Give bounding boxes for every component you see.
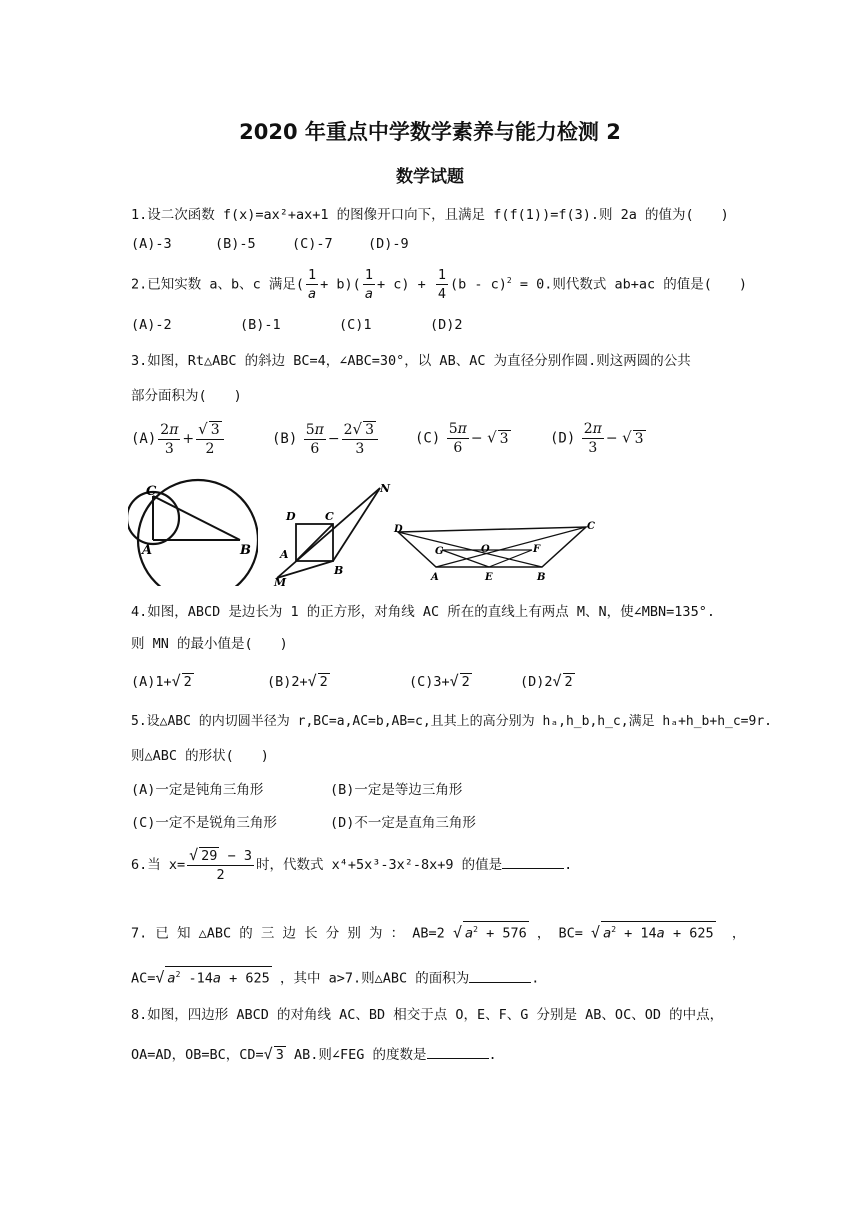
q4-option-d: (D)2√ 2 (520, 672, 573, 690)
q7-line1: 7. 已 知 △ABC 的 三 边 长 分 别 为 ： AB=2 √ $a^2 + 576$ ， BC= √ $a^2 + 14a + 625$ ， (131, 921, 745, 942)
q7-line2: AC=√ $a^2$ -14a + 625 ，其中 a>7.则△ABC 的面积为 . (131, 966, 539, 987)
q2-suffix: .则代数式 ab+ac 的值是( ) (544, 276, 748, 293)
q5-line1: 5.设△ABC 的内切圆半径为 r,BC=a,AC=b,AB=c,且其上的高分别为 hₐ,h_b,h_c,满足 hₐ+h_b+h_c=9r. (131, 714, 772, 729)
page-subtitle: 数学试题 (396, 167, 464, 187)
fig3-label-c: C (587, 521, 595, 532)
q1-option-b: (B)-5 (215, 236, 256, 252)
fig3-label-g: G (435, 546, 444, 557)
fig2-label-m: M (274, 576, 287, 586)
page-title: 2020 年重点中学数学素养与能力检测 2 (239, 120, 621, 144)
q6-stem: 6.当 x= $\frac{√ 29 - 3}{2}$ 时，代数式 x⁴+5x³-3x²-8x+9 的值是 . (131, 846, 573, 883)
q2-frac-1-a: $\frac{1}{a}$ (308, 267, 317, 302)
fig2-label-c: C (325, 510, 334, 523)
q2-frac-1-a-2: $\frac{1}{a}$ (364, 267, 373, 302)
q5-option-c: (C)一定不是锐角三角形 (131, 815, 277, 831)
fig1-label-c: C (146, 484, 157, 499)
q2-stem: 2.已知实数 a、b、c 满足( $\frac{1}{a}$ + b)( $\frac{1}{a}$ + c) + $\frac{1}{4}$ (b - c)$^2$ = 0.则代数式 ab+ac 的值是( ) (131, 267, 748, 302)
q7-answer-blank[interactable] (469, 970, 531, 983)
q4-line2: 则 MN 的最小值是( ) (131, 636, 288, 652)
q8-line1: 8.如图，四边形 ABCD 的对角线 AC、BD 相交于点 O，E、F、G 分别是 AB、OC、OD 的中点， (131, 1007, 724, 1023)
q6-fraction: $\frac{√ 29 - 3}{2}$ (189, 846, 252, 883)
fig3-label-d: D (394, 524, 403, 535)
figure-circles (128, 478, 258, 586)
q2-option-d: (D)2 (430, 317, 463, 333)
fig2-label-a: A (280, 548, 289, 561)
q5-option-a: (A)一定是钝角三角形 (131, 782, 264, 798)
q6-answer-blank[interactable] (502, 856, 564, 869)
q2-prefix: 2.已知实数 a、b、c 满足( (131, 276, 305, 293)
q2-option-c: (C)1 (339, 317, 372, 333)
q4-option-c: (C)3+√ 2 (409, 672, 470, 690)
q1-option-c: (C)-7 (292, 236, 333, 252)
q4-option-b: (B)2+√ 2 (267, 672, 328, 690)
q5-line2: 则△ABC 的形状( ) (131, 748, 269, 764)
fig2-label-d: D (286, 510, 296, 523)
q8-answer-blank[interactable] (427, 1046, 489, 1059)
q2-option-b: (B)-1 (240, 317, 281, 333)
fig3-label-e: E (485, 572, 493, 583)
q8-line2: OA=AD，OB=BC，CD=√ 3 AB.则∠FEG 的度数是 . (131, 1045, 497, 1063)
q3-option-a: (A) $\frac{2\pi}{3}$ + $\frac{√ 3}{2}$ (131, 420, 226, 458)
q2-option-a: (A)-2 (131, 317, 172, 333)
figure-quadrilateral (390, 512, 605, 584)
fig2-label-n: N (380, 482, 391, 495)
q1-option-a: (A)-3 (131, 236, 172, 252)
fig2-label-b: B (334, 564, 344, 577)
q3-option-d: (D) $\frac{2\pi}{3}$ − √ 3 (550, 421, 644, 456)
fig3-label-a: A (431, 572, 439, 583)
q3-line1: 3.如图，Rt△ABC 的斜边 BC=4，∠ABC=30°，以 AB、AC 为直径分别作圆.则这两圆的公共 (131, 353, 691, 369)
q3-line2: 部分面积为( ) (131, 388, 242, 404)
fig3-label-f: F (533, 544, 541, 555)
fig3-label-o: O (481, 544, 490, 555)
fig1-label-a: A (142, 543, 153, 558)
q4-option-a: (A)1+√ 2 (131, 672, 192, 690)
fig1-label-b: B (240, 543, 251, 558)
q3-option-b: (B) $\frac{5\pi}{6}$ − $\frac{2√ 3}{3}$ (272, 420, 380, 458)
q2-frac-1-4: $\frac{1}{4}$ (437, 267, 446, 302)
q4-line1: 4.如图，ABCD 是边长为 1 的正方形，对角线 AC 所在的直线上有两点 M、N，使∠MBN=135°. (131, 604, 715, 620)
q1-option-d: (D)-9 (368, 236, 409, 252)
figure-square (270, 478, 395, 586)
q1-stem: 1.设二次函数 f(x)=ax²+ax+1 的图像开口向下，且满足 f(f(1))=f(3).则 2a 的值为( ) (131, 207, 729, 223)
q5-option-d: (D)不一定是直角三角形 (330, 815, 476, 831)
q3-option-c: (C) $\frac{5\pi}{6}$ − √ 3 (415, 421, 509, 456)
q5-option-b: (B)一定是等边三角形 (330, 782, 463, 798)
fig3-label-b: B (537, 572, 546, 583)
